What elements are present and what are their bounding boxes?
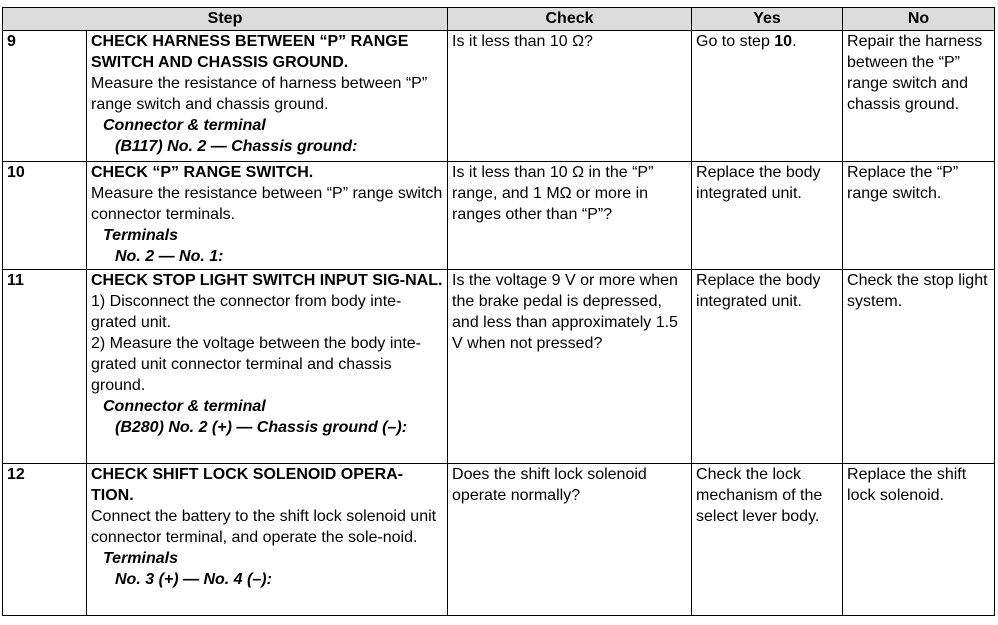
table-row: [3, 162, 995, 270]
header-step: Step: [3, 8, 448, 31]
header-check: Check: [448, 8, 692, 31]
step-sub-label: Terminals: [103, 550, 178, 567]
diagnostic-table: [2, 7, 995, 616]
yes-suffix: .: [792, 33, 797, 50]
step-cell: [87, 464, 448, 616]
no-cell: Replace the “P” range switch.: [843, 162, 995, 270]
no-cell: Check the stop light system.: [843, 270, 995, 464]
step-cell: [87, 31, 448, 162]
check-cell: Is the voltage 9 V or more when the brake pedal is depressed, and less than approximately 1.5 V when not pressed?: [448, 270, 692, 464]
step-description: 2) Measure the voltage between the body inte-grated unit connector terminal and chassis ground.: [91, 335, 421, 394]
table-row: [3, 270, 995, 464]
yes-cell: Check the lock mechanism of the select lever body.: [692, 464, 843, 616]
step-title: CHECK STOP LIGHT SWITCH INPUT SIG-NAL.: [91, 272, 443, 289]
step-cell: [87, 162, 448, 270]
step-sub-value: (B117) No. 2 — Chassis ground:: [115, 138, 358, 155]
yes-cell: Replace the body integrated unit.: [692, 162, 843, 270]
step-description: Measure the resistance between “P” range switch connector terminals.: [91, 185, 443, 223]
step-description: 1) Disconnect the connector from body inte-grated unit.: [91, 293, 402, 331]
step-sub-value: (B280) No. 2 (+) — Chassis ground (–):: [115, 419, 408, 436]
step-cell: [87, 270, 448, 464]
step-sub-value: No. 3 (+) — No. 4 (–):: [115, 571, 272, 588]
header-no: No: [843, 8, 995, 31]
yes-prefix: Go to step: [696, 33, 775, 50]
yes-step-link: 10: [774, 33, 793, 50]
header-yes: Yes: [692, 8, 843, 31]
step-title: CHECK “P” RANGE SWITCH.: [91, 164, 314, 181]
table-row: [3, 464, 995, 616]
step-sub-label: Terminals: [103, 227, 178, 244]
step-sub-label: Connector & terminal: [103, 398, 266, 415]
step-description: Measure the resistance of harness between “P” range switch and chassis ground.: [91, 75, 428, 113]
step-number: 12: [3, 464, 87, 616]
step-title: CHECK HARNESS BETWEEN “P” RANGE SWITCH AND CHASSIS GROUND.: [91, 33, 409, 71]
check-cell: Is it less than 10 Ω in the “P” range, and 1 MΩ or more in ranges other than “P”?: [448, 162, 692, 270]
step-sub-label: Connector & terminal: [103, 117, 266, 134]
step-title: CHECK SHIFT LOCK SOLENOID OPERA-TION.: [91, 466, 404, 504]
table-row: [3, 31, 995, 162]
check-cell: Does the shift lock solenoid operate normally?: [448, 464, 692, 616]
step-number: 10: [3, 162, 87, 270]
yes-cell: [692, 31, 843, 162]
no-cell: Replace the shift lock solenoid.: [843, 464, 995, 616]
step-number: 9: [3, 31, 87, 162]
header-row: [3, 8, 995, 31]
yes-cell: Replace the body integrated unit.: [692, 270, 843, 464]
step-number: 11: [3, 270, 87, 464]
check-cell: Is it less than 10 Ω?: [448, 31, 692, 162]
no-cell: Repair the harness between the “P” range switch and chassis ground.: [843, 31, 995, 162]
step-sub-value: No. 2 — No. 1:: [115, 248, 224, 265]
step-description: Connect the battery to the shift lock solenoid unit connector terminal, and operate the sole-noid.: [91, 508, 437, 546]
